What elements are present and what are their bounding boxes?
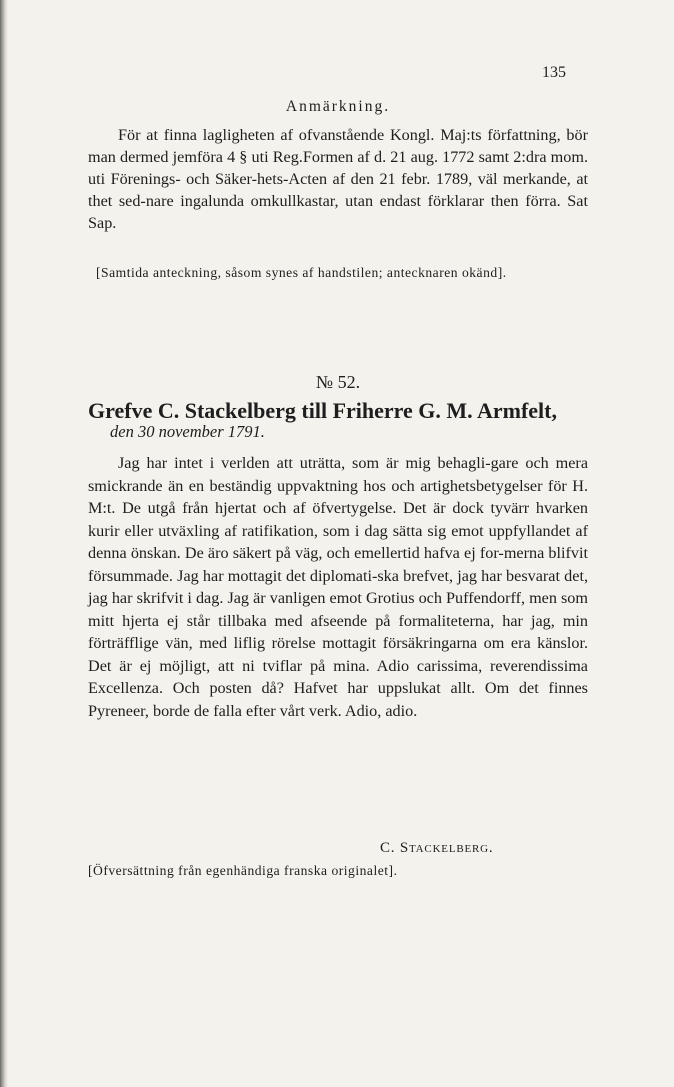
page-gutter-shadow xyxy=(0,0,8,1087)
anmarkning-heading: Anmärkning. xyxy=(285,98,391,115)
letter-body: Jag har intet i verlden att uträtta, som är mig behagli-gare och mera smickrande än en beständig uppvaktning hos och artighetsbetygelser för H. M:t. De utgå från hjertat och af öfvertygelse. Det är dock tyvärr hvarken kurir eller utväxling af ratifikation, som i dag sätta sig emot uppfyllandet af denna önskan. De äro säkert på väg, och emellertid hafva ej for-merna blifvit försummade. Jag har mottagit det diplomati-ska brefvet, jag har besvarat det, jag har skrifvit i dag. Jag är vanligen emot Grotius och Puffendorff, men som mitt hjerta ej står tillbaka med afseende på formaliteterna, har jag, min förträfflige vän, med liflig rörelse mottagit försäkringarna om era känslor. Det är ej möjligt, att ni tviflar på mina. Adio carissima, reverendissima Excellenza. Och posten då? Hafvet har uppslukat allt. Om det finnes Pyreneer, borde de falla efter vårt verk. Adio, adio. xyxy=(88,454,588,720)
letter-date: den 30 november 1791. xyxy=(110,422,265,441)
letter-number: № 52. xyxy=(315,372,361,392)
anmarkning-note: [Samtida anteckning, såsom synes af handstilen; antecknaren okänd]. xyxy=(96,265,507,280)
letter-note: [Öfversättning från egenhändiga franska originalet]. xyxy=(88,863,398,878)
letter-signature: C. Stackelberg. xyxy=(380,840,494,856)
page-number: 135 xyxy=(542,64,566,81)
letter-title: Grefve C. Stackelberg till Friherre G. M. Armfelt, xyxy=(88,398,557,423)
anmarkning-text: För at finna lagligheten af ofvanstående Kongl. Maj:ts författning, bör man dermed jemföra 4 § uti Reg.Formen af d. 21 aug. 1772 samt 2:dra mom. uti Förenings- och Säker-hets-Acten af den 21 febr. 1789, väl merkande, at thet sed-nare ingalunda omkullkastar, utan endast förklarar then förra. Sat Sap. xyxy=(88,126,588,232)
